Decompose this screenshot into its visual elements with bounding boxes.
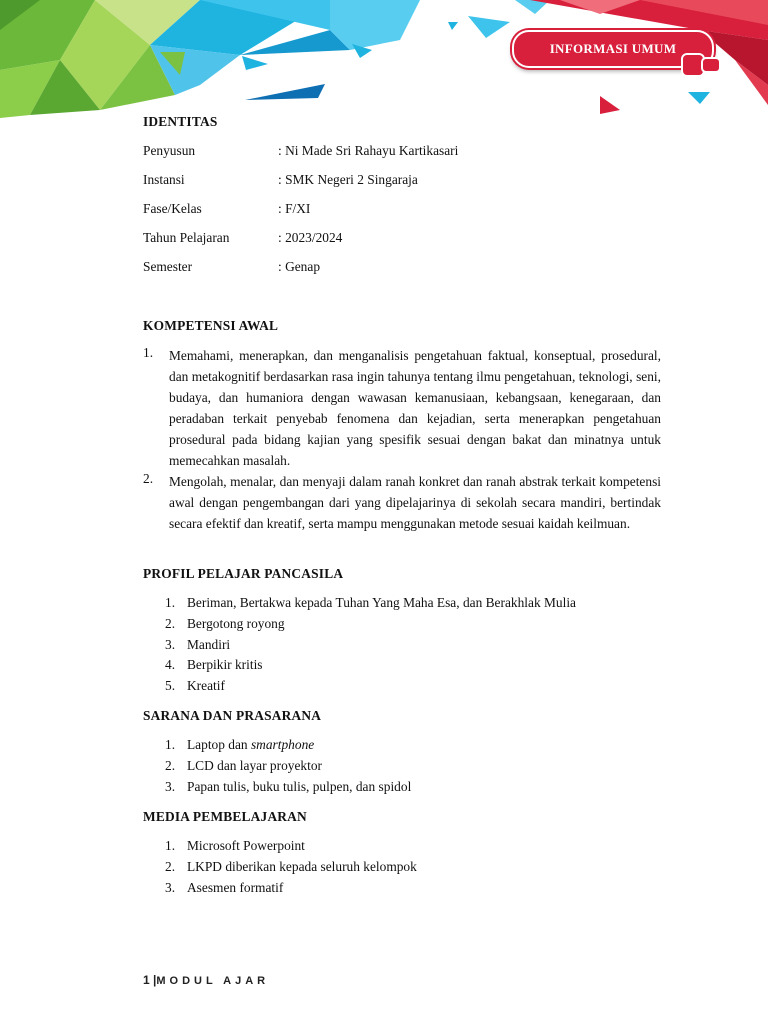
identity-row-instansi [143, 172, 661, 190]
list-text: Asesmen formatif [187, 880, 284, 895]
identity-label: Penyusun [143, 143, 196, 158]
identity-label: Tahun Pelajaran [143, 230, 230, 245]
footer-separator: | [149, 973, 157, 987]
kompetensi-text: Mengolah, menalar, dan menyaji dalam ranah konkret dan ranah abstrak terkait kompetensi awal dengan pengembangan dari yang dipelajarinya di sekolah secara mandiri, bertindak secara efektif dan kreatif, serta mampu menggunakan metode sesuai kaidah keilmuan. [169, 474, 661, 531]
list-item [165, 595, 645, 613]
media-pembelajaran-heading: MEDIA PEMBELAJARAN [143, 809, 307, 824]
list-number: 3. [165, 637, 176, 652]
list-text: Bergotong royong [187, 616, 285, 631]
list-text: Berpikir kritis [187, 657, 263, 672]
identitas-heading: IDENTITAS [143, 114, 218, 129]
identity-value: : Genap [278, 259, 321, 274]
list-text: Papan tulis, buku tulis, pulpen, dan spidol [187, 779, 412, 794]
list-item [165, 758, 645, 776]
list-text: LCD dan layar proyektor [187, 758, 322, 773]
list-item [165, 838, 645, 856]
list-text-plain: Laptop dan [187, 737, 251, 752]
identity-label: Instansi [143, 172, 185, 187]
identity-row-tahun-pelajaran [143, 230, 661, 248]
list-number: 1. [165, 595, 176, 610]
list-text: Beriman, Bertakwa kepada Tuhan Yang Maha Esa, dan Berakhlak Mulia [187, 595, 576, 610]
identity-value: : SMK Negeri 2 Singaraja [278, 172, 418, 187]
list-text: Microsoft Powerpoint [187, 838, 305, 853]
identity-label: Semester [143, 259, 193, 274]
list-item [165, 678, 645, 696]
list-item [165, 657, 645, 675]
kompetensi-awal-heading: KOMPETENSI AWAL [143, 318, 279, 333]
list-number: 2. [165, 758, 176, 773]
list-text-italic: smartphone [250, 737, 315, 752]
list-item [165, 779, 645, 797]
sarana-prasarana-heading: SARANA DAN PRASARANA [143, 708, 322, 723]
identity-label: Fase/Kelas [143, 201, 202, 216]
identity-row-fase-kelas [143, 201, 661, 219]
list-item [165, 637, 645, 655]
list-number: 3. [165, 880, 176, 895]
list-number: 1. [165, 838, 176, 853]
list-text: Kreatif [187, 678, 225, 693]
list-number: 1. [143, 345, 154, 360]
section-badge-informasi-umum: INFORMASI UMUM [512, 30, 714, 68]
identity-row-semester [143, 259, 661, 277]
kompetensi-text: Memahami, menerapkan, dan menganalisis pengetahuan faktual, konseptual, prosedural, dan metakognitif berdasarkan rasa ingin tahunya tentang ilmu pengetahuan, teknologi, seni, budaya, dan humaniora dengan wawasan kemanusiaan, kebangsaan, kenegaraan, dan peradaban terkait penyebab fenomena dan kejadian, serta menerapkan pengetahuan prosedural pada bidang kajian yang spesifik sesuai dengan bakat dan minatnya untuk memecahkan masalah. [169, 348, 661, 468]
list-number: 1. [165, 737, 176, 752]
list-item [165, 880, 645, 898]
list-number: 2. [165, 859, 176, 874]
list-text: Mandiri [187, 637, 231, 652]
page-footer [143, 973, 269, 987]
identity-value: : F/XI [278, 201, 311, 216]
badge-decoration-icon [680, 46, 724, 80]
list-number: 2. [143, 471, 154, 486]
identity-value: : Ni Made Sri Rahayu Kartikasari [278, 143, 459, 158]
list-number: 4. [165, 657, 176, 672]
list-text [187, 737, 314, 753]
list-number: 2. [165, 616, 176, 631]
list-item [165, 859, 645, 877]
page-number: 1 [143, 973, 150, 987]
profil-pelajar-pancasila-heading: PROFIL PELAJAR PANCASILA [143, 566, 344, 581]
list-item [165, 616, 645, 634]
footer-title: MODUL AJAR [156, 975, 270, 987]
list-text: LKPD diberikan kepada seluruh kelompok [187, 859, 417, 874]
identity-row-penyusun [143, 143, 661, 161]
list-number: 5. [165, 678, 176, 693]
list-number: 3. [165, 779, 176, 794]
identity-value: : 2023/2024 [278, 230, 343, 245]
list-item [165, 737, 645, 755]
